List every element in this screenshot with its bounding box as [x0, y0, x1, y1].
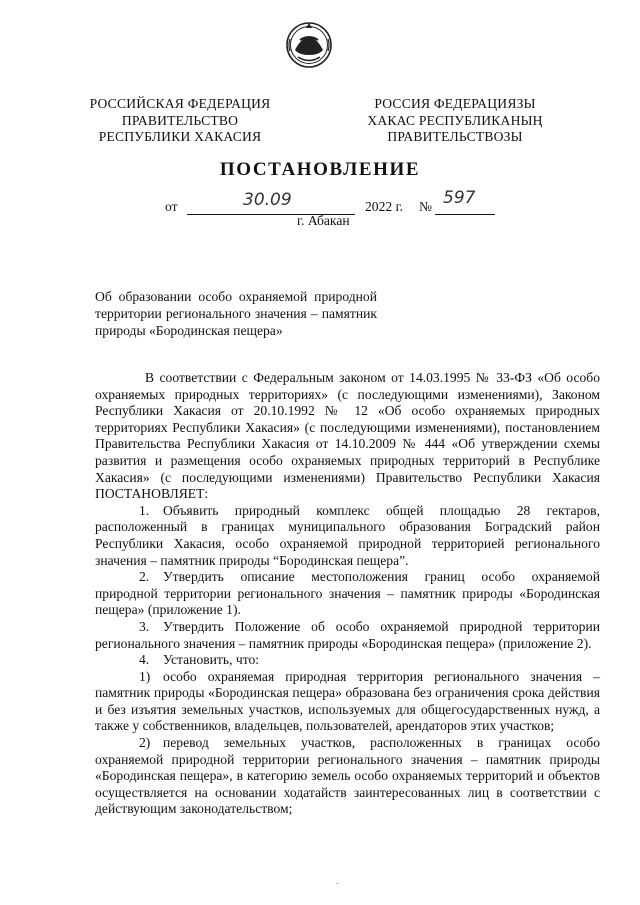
item-text: Объявить природный комплекс общей площадью 28 гектаров, расположенный в границах муниципального образования Боградский район Республики Хакасия, особо охраняемой природной территорией регионального значения – памятник природы “Бородинская пещера”.: [95, 502, 600, 568]
subject-heading: Об образовании особо охраняемой природной территории регионального значения – памятник природы «Бородинская пещера»: [95, 289, 377, 338]
list-item: [95, 619, 600, 652]
list-subitem: [95, 669, 600, 735]
item-number: 3.: [139, 618, 150, 634]
item-text: Установить, что:: [163, 652, 260, 668]
document-body: [95, 370, 600, 818]
year-label: 2022 г.: [365, 199, 404, 214]
item-number: 4.: [139, 652, 150, 668]
subitem-text: перевод земельных участков, расположенных в границах особо охраняемой природной территории регионального значения – памятник природы «Бородинская пещера», в категорию земель особо охраняемых территорий и объектов осуществляется на основании ходатайств заинтересованных лиц в соответствии с действующим законодательством;: [95, 735, 600, 817]
list-item: [95, 652, 600, 669]
document-title: ПОСТАНОВЛЕНИЕ: [219, 159, 421, 180]
header-left-line-2: ПРАВИТЕЛЬСТВО: [121, 112, 239, 128]
coat-of-arms-icon: [284, 17, 334, 73]
item-number: 2.: [139, 569, 150, 585]
footer-mark: .: [336, 876, 339, 886]
header-left-block: [80, 96, 280, 146]
item-text: Утвердить описание местоположения границ особо охраняемой природной территории регионального значения – памятник природы «Бородинская пещера» (приложение 1).: [95, 569, 600, 618]
list-item: [95, 569, 600, 619]
city-label: г. Абакан: [297, 213, 350, 228]
header-right-block: [355, 96, 555, 146]
list-subitem: [95, 735, 600, 818]
header-right-line-2: ХАКАС РЕСПУБЛИКАНЫҢ: [367, 112, 543, 128]
subitem-number: 1): [139, 668, 151, 684]
header-right-line-3: ПРАВИТЕЛЬСТВОЗЫ: [387, 129, 523, 144]
preamble-paragraph: В соответствии с Федеральным законом от 14.03.1995 № 33-ФЗ «Об особо охраняемых природных территориях» (с последующими изменениями), Законом Республики Хакасия от 20.10.1992 № 12 «Об особо охраняемых природных территориях Республики Хакасия» (с последующими изменениями), постановлением Правительства Республики Хакасия от 14.10.2009 № 444 «Об утверждении схемы развития и размещения особо охраняемых природных территорий в Республике Хакасия» (с последующими изменениями) Правительство Республики Хакасия ПОСТАНОВЛЯЕТ:: [95, 370, 600, 502]
subitem-number: 2): [139, 735, 151, 751]
from-label: от: [165, 199, 178, 214]
handwritten-number: 597: [443, 188, 476, 208]
number-label: №: [419, 199, 432, 214]
list-item: [95, 503, 600, 569]
header-left-line-1: РОССИЙСКАЯ ФЕДЕРАЦИЯ: [89, 96, 271, 111]
header-left-line-3: РЕСПУБЛИКИ ХАКАСИЯ: [98, 129, 262, 144]
item-text: Утвердить Положение об особо охраняемой природной территории регионального значения – памятник природы «Бородинская пещера» (приложение 2).: [95, 618, 600, 651]
handwritten-date: 30.09: [243, 190, 292, 210]
subitem-text: особо охраняемая природная территория регионального значения – памятник природы «Бородинская пещера» образована без ограничения срока действия и без изъятия земельных участков, используемых для общегосударственных нужд, а также у собственников, владельцев, пользователей, арендаторов этих участков;: [95, 668, 600, 734]
header-right-line-1: РОССИЯ ФЕДЕРАЦИЯЗЫ: [374, 96, 536, 111]
item-number: 1.: [139, 502, 150, 518]
